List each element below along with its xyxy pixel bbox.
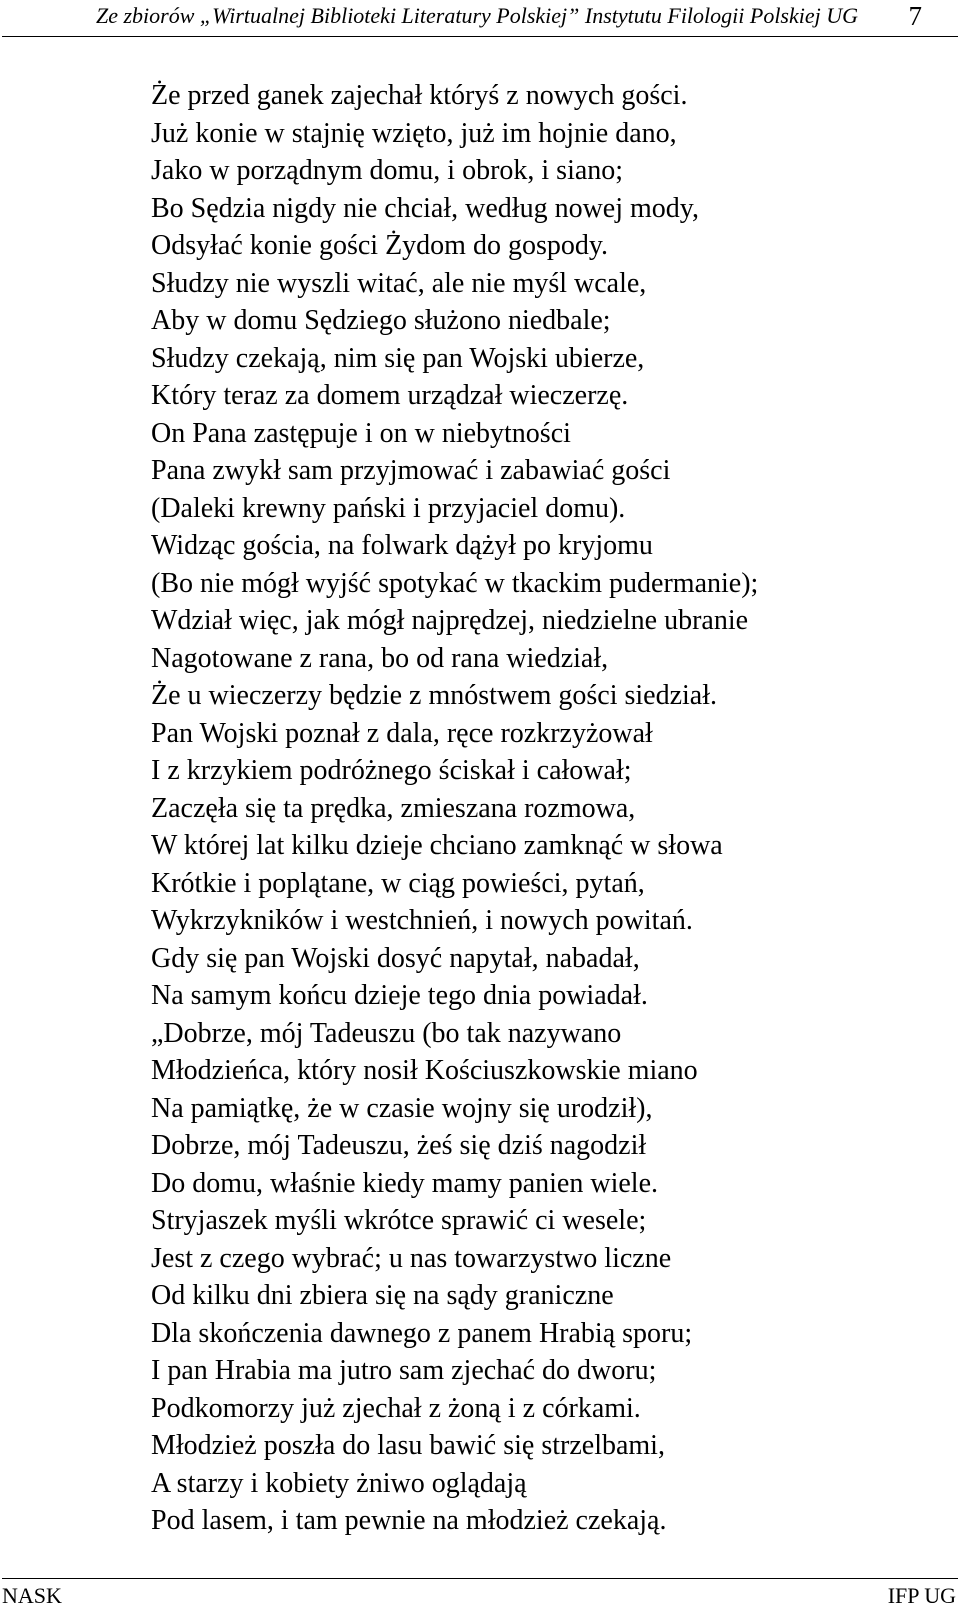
poem-line: Do domu, właśnie kiedy mamy panien wiele. — [151, 1167, 658, 1199]
poem-line: Na samym końcu dzieje tego dnia powiadał. — [151, 980, 648, 1011]
poem-line: Nagotowane z rana, bo od rana wiedział, — [151, 642, 609, 674]
poem-line: Młodzieńca, który nosił Kościuszkowskie miano — [151, 1055, 698, 1086]
poem-line: W której lat kilku dzieje chciano zamknąć w słowa — [151, 830, 723, 861]
poem-line: A starzy i kobiety żniwo oglądają — [151, 1467, 527, 1499]
poem-line: On Pana zastępuje i on w niebytności — [151, 417, 571, 449]
poem-line: Stryjaszek myśli wkrótce sprawić ci wesele; — [151, 1205, 647, 1236]
poem-line: Że u wieczerzy będzie z mnóstwem gości siedział. — [151, 680, 717, 711]
poem-line: Który teraz za domem urządzał wieczerzę. — [151, 380, 629, 411]
header-rule — [2, 36, 958, 37]
poem-line: (Bo nie mógł wyjść spotykać w tkackim pudermanie); — [151, 567, 759, 599]
poem-line: Na pamiątkę, że w czasie wojny się urodził), — [151, 1092, 653, 1124]
poem-line: Dobrze, mój Tadeuszu, żeś się dziś nagodził — [151, 1130, 647, 1161]
poem-line: Słudzy nie wyszli witać, ale nie myśl wcale, — [151, 267, 647, 299]
poem-line: Jako w porządnym domu, i obrok, i siano; — [151, 155, 624, 186]
poem-text — [151, 77, 941, 1540]
poem-line: Wdział więc, jak mógł najprędzej, niedzielne ubranie — [151, 605, 749, 636]
poem-line: Gdy się pan Wojski dosyć napytał, nabadał, — [151, 942, 640, 974]
poem-line: Krótkie i poplątane, w ciąg powieści, pytań, — [151, 867, 645, 899]
poem-line: I pan Hrabia ma jutro sam zjechać do dworu; — [151, 1355, 657, 1386]
poem-line: Młodzież poszła do lasu bawić się strzelbami, — [151, 1430, 665, 1461]
poem-line: (Daleki krewny pański i przyjaciel domu). — [151, 492, 626, 524]
poem-line: Że przed ganek zajechał któryś z nowych gości. — [151, 80, 688, 111]
poem-line: Słudzy czekają, nim się pan Wojski ubierze, — [151, 342, 645, 374]
poem-line: Bo Sędzia nigdy nie chciał, według nowej mody, — [151, 192, 699, 224]
footer-left-label: NASK — [2, 1583, 62, 1608]
poem-line: Odsyłać konie gości Żydom do gospody. — [151, 230, 609, 261]
footer-rule — [2, 1578, 958, 1579]
poem-line: Od kilku dni zbiera się na sądy graniczne — [151, 1280, 614, 1311]
poem-line: Pod lasem, i tam pewnie na młodzież czekają. — [151, 1505, 667, 1536]
poem-line: I z krzykiem podróżnego ściskał i całował; — [151, 755, 632, 786]
page-header — [0, 0, 960, 36]
poem-line: Jest z czego wybrać; u nas towarzystwo liczne — [151, 1242, 672, 1274]
poem-line: Pana zwykł sam przyjmować i zabawiać gości — [151, 455, 671, 486]
poem-line: Zaczęła się ta prędka, zmieszana rozmowa, — [151, 792, 636, 824]
poem-line: Już konie w stajnię wzięto, już im hojnie dano, — [151, 117, 677, 149]
poem-line: Pan Wojski poznał z dala, ręce rozkrzyżował — [151, 717, 653, 749]
footer-right-label: IFP UG — [887, 1583, 956, 1608]
page-number: 7 — [908, 1, 922, 31]
poem-line: Podkomorzy już zjechał z żoną i z córkami. — [151, 1392, 641, 1424]
poem-line: Widząc gościa, na folwark dążył po kryjomu — [151, 530, 653, 561]
poem-line: Wykrzykników i westchnień, i nowych powitań. — [151, 905, 693, 936]
poem-line: Aby w domu Sędziego służono niedbale; — [151, 305, 611, 336]
header-title: Ze zbiorów „Wirtualnej Biblioteki Literatury Polskiej” Instytutu Filologii Polskiej UG — [96, 3, 859, 28]
poem-line: Dla skończenia dawnego z panem Hrabią sporu; — [151, 1317, 693, 1349]
poem-line: „Dobrze, mój Tadeuszu (bo tak nazywano — [151, 1017, 622, 1049]
